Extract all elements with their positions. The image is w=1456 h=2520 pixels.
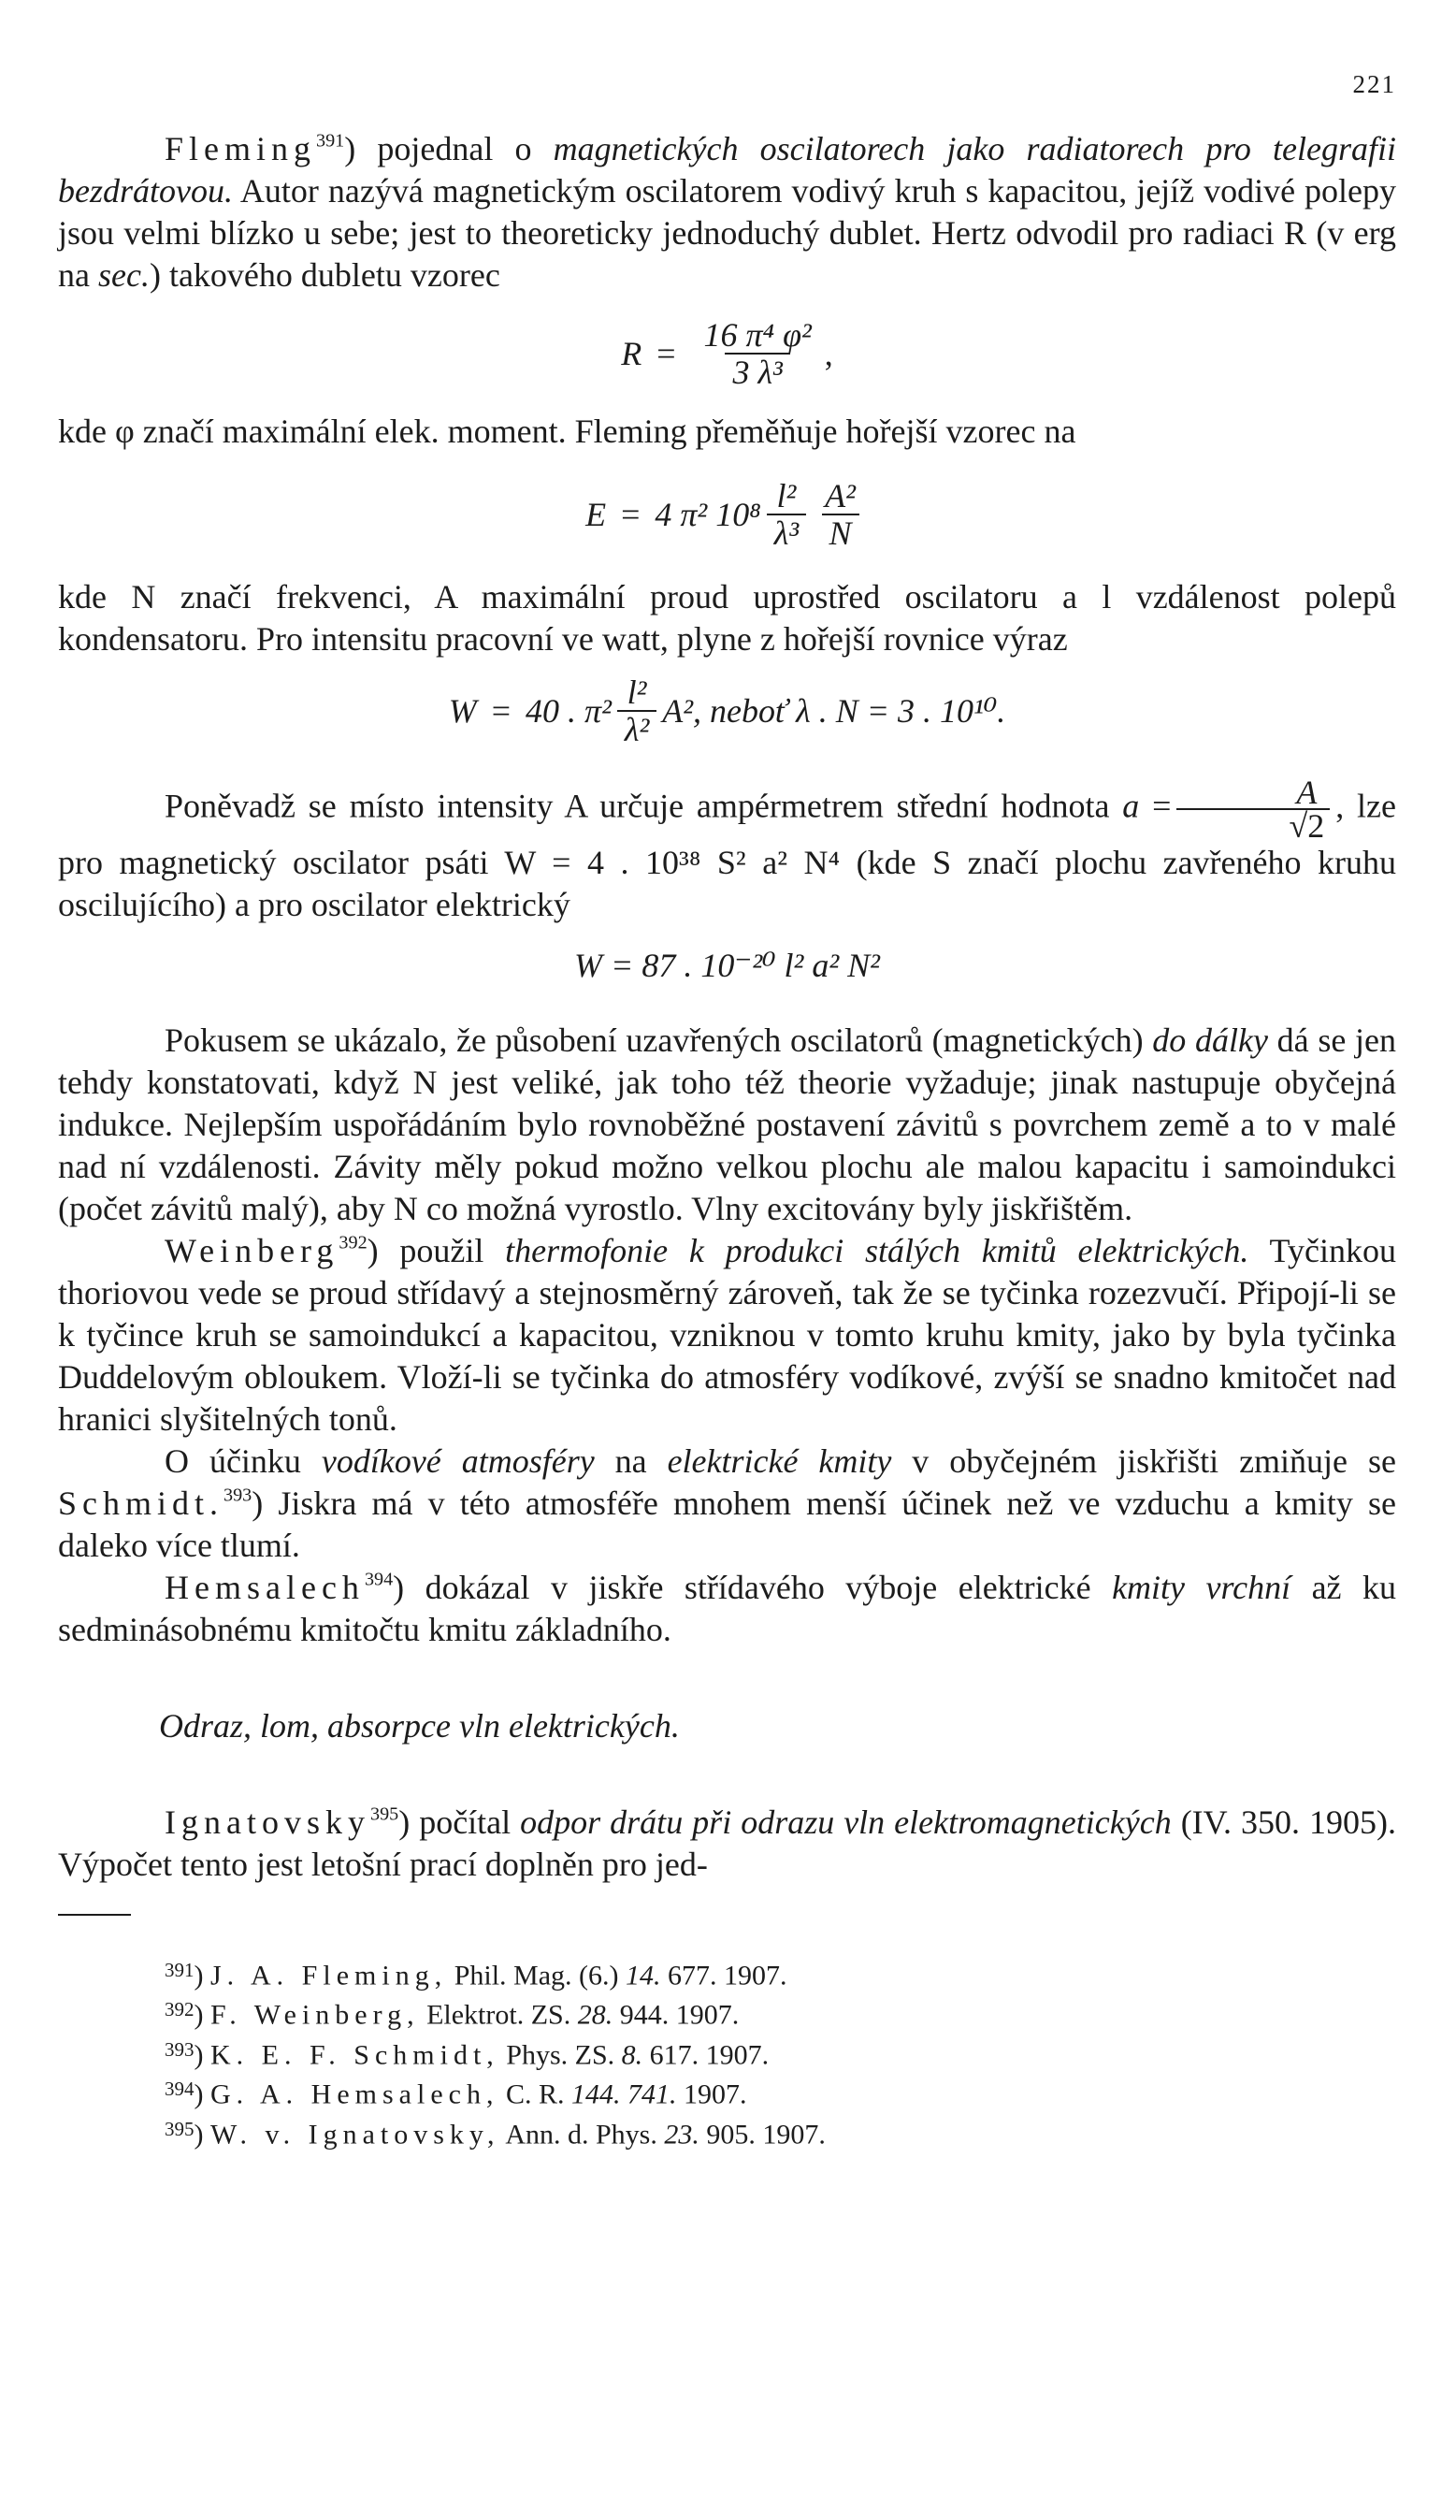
footnote-rule	[58, 1914, 131, 1916]
formula-punct: ,	[824, 334, 833, 372]
text-run: ) takového dubletu vzorec	[149, 256, 500, 294]
formula-lhs: R	[621, 334, 642, 372]
text-run: dá se jen tehdy konstatovati, když N jest veliké, jak toho též theorie vyžaduje; jinak nastupuje obyčejná indukce. Nejlepším uspořádáním bylo rovnoběžné postavení závitů s povrchem země a to v malé nad ní vzdálenosti. Závity měly pokud možno velkou plochu ale malou kapacitu i samoindukci (počet závitů malý), aby N co možná vyrostlo. Vlny excitovány byly jiskřištěm.	[58, 1021, 1396, 1227]
formula-operator: =	[621, 495, 641, 533]
formula-fraction	[817, 478, 863, 551]
fraction-denominator: 3 λ³	[725, 353, 789, 390]
formula-fraction	[767, 478, 806, 551]
footnote-pages: 677. 1907.	[660, 1960, 787, 1991]
footnote-volume: 23.	[664, 2118, 699, 2150]
fraction-numerator: l²	[627, 673, 647, 711]
italic-run: do dálky	[1152, 1021, 1268, 1059]
formula-text: W = 87 . 10⁻²⁰ l² a² N²	[574, 946, 880, 984]
formula-coefficient: 40 . π²	[526, 691, 612, 730]
formula-energy	[58, 458, 1396, 571]
footnote-volume: 144. 741.	[570, 2078, 677, 2110]
footnote-volume: 8.	[621, 2039, 643, 2071]
footnote-source: Ann. d. Phys.	[499, 2118, 665, 2150]
footnote-ref: 394	[364, 1569, 394, 1590]
text-run: , lze pro magnetický oscilator psáti W = 4 . 10³⁸ S² a² N⁴ (kde S značí plochu zavřeného kruhu oscilujícího) a pro oscilator elektrický	[58, 787, 1396, 923]
fraction-denominator: λ²	[617, 710, 656, 747]
fraction-numerator: A	[1296, 774, 1318, 811]
footnote-source: Elektrot. ZS.	[419, 1999, 578, 2031]
footnote-author: G. A. Hemsalech,	[210, 2078, 499, 2110]
paragraph-fleming	[58, 128, 1396, 297]
formula-coefficient: 4 π² 10⁸	[655, 495, 761, 533]
footnote: $^{392}$) F. Weinberg, Elektrot. ZS. 28. 944. 1907.	[165, 1998, 740, 2031]
footnote: $^{391}$) J. A. Fleming, Phil. Mag. (6.) 14. 677. 1907.	[165, 1959, 787, 1991]
paragraph-phi: kde φ značí maximální elek. moment. Fleming přeměňuje hořejší vzorec na	[58, 413, 1076, 450]
italic-run: sec.	[97, 256, 150, 294]
footnote-number: 392	[165, 1998, 195, 2021]
formula-lhs: E	[585, 495, 607, 533]
footnote: $^{395}$) W. v. Ignatovsky, Ann. d. Phys. 23. 905. 1907.	[165, 2117, 826, 2150]
text-run: ) Jiskra má v této atmosféře mnohem menší účinek než ve vzduchu a kmity se daleko více tlumí.	[58, 1484, 1396, 1564]
formula-operator: =	[491, 691, 512, 730]
paragraph-schmidt	[58, 1441, 1396, 1567]
footnote-author: K. E. F. Schmidt,	[210, 2039, 499, 2071]
formula-electric-oscillator	[58, 932, 1396, 999]
fraction-numerator: l²	[776, 477, 797, 514]
footnote-source: C. R.	[498, 2078, 571, 2110]
text-run: ) pojednal o	[344, 130, 554, 167]
formula-operator: =	[656, 334, 676, 372]
fraction-denominator: λ³	[767, 514, 806, 551]
formula-fraction	[697, 317, 819, 390]
formula-fraction	[617, 674, 656, 747]
italic-run: thermofonie k produkci stálých kmitů elektrických.	[505, 1232, 1249, 1269]
paragraph-frequency: kde N značí frekvenci, A maximální proud uprostřed oscilatoru a l vzdálenost polepů kondensatoru. Pro intensitu pracovní ve watt, plyne z hořejší rovnice výraz	[58, 578, 1396, 658]
text-run: Pokusem se ukázalo, že působení uzavřených oscilatorů (magnetických)	[165, 1021, 1153, 1059]
paragraph-amperemeter	[58, 776, 1396, 926]
text-run: (IV. 350. 1905). Výpočet tento jest letošní prací doplněn pro jed-	[58, 1803, 1397, 1883]
footnote-volume: 28.	[577, 1999, 613, 2031]
footnote-source: Phys. ZS.	[498, 2039, 622, 2071]
footnote-ref: 395	[369, 1803, 399, 1825]
text-run: Poněvadž se místo intensity A určuje ampérmetrem střední hodnota	[165, 787, 1123, 825]
footnote-pages: 1907.	[676, 2078, 747, 2110]
footnote-pages: 905. 1907.	[699, 2118, 826, 2150]
text-run: na	[594, 1442, 668, 1480]
footnote-author: W. v. Ignatovsky,	[210, 2118, 500, 2150]
footnote-pages: 617. 1907.	[642, 2039, 770, 2071]
formula-operator: =	[1152, 787, 1172, 825]
author-name: Fleming	[165, 130, 317, 167]
author-name: Hemsalech	[165, 1569, 365, 1606]
footnote-source: Phil. Mag. (6.)	[447, 1960, 627, 1991]
formula-power	[58, 666, 1396, 756]
author-name: Weinberg	[165, 1232, 339, 1269]
fraction-numerator: A²	[825, 477, 856, 514]
footnote-ref: 392	[339, 1232, 368, 1253]
page-number: 221	[1352, 70, 1396, 98]
footnote-author: J. A. Fleming,	[210, 1960, 448, 1991]
text-run: ) dokázal v jiskře střídavého výboje elektrické	[393, 1569, 1113, 1606]
paragraph-ignatovsky	[58, 1802, 1396, 1886]
italic-run: odpor drátu při odrazu vln elektromagnetických	[520, 1803, 1172, 1841]
footnote-number: 393	[165, 2037, 195, 2061]
footnote-author: F. Weinberg,	[210, 1999, 420, 2031]
section-heading: Odraz, lom, absorpce vln elektrických.	[159, 1707, 680, 1745]
formula-var: a	[1122, 787, 1140, 825]
paragraph-hemsalech	[58, 1567, 1396, 1651]
footnote-number: 395	[165, 2117, 195, 2140]
footnote: $^{393}$) K. E. F. Schmidt, Phys. ZS. 8. 617. 1907.	[165, 2037, 770, 2071]
footnote-number: 391	[165, 1959, 195, 1981]
paragraph-weinberg	[58, 1230, 1396, 1441]
footnotes	[165, 1953, 1396, 2151]
text-run: až ku sedminásobnému kmitočtu kmitu základního.	[58, 1569, 1396, 1648]
footnote-pages: 944. 1907.	[613, 1999, 740, 2031]
inline-fraction	[1176, 774, 1330, 845]
text-run: ) použil	[367, 1232, 506, 1269]
footnote-volume: 14.	[626, 1960, 661, 1991]
footnote: $^{394}$) G. A. Hemsalech, C. R. 144. 741. 1907.	[165, 2078, 747, 2110]
fraction-denominator: √2	[1176, 808, 1330, 842]
formula-tail: A², neboť λ . N = 3 . 10¹⁰.	[662, 691, 1006, 730]
italic-run: magnetických oscilatorech jako radiatorech pro telegrafii bezdrátovou.	[58, 130, 1396, 210]
italic-run: kmity vrchní	[1112, 1569, 1291, 1606]
fraction-denominator: N	[822, 514, 859, 551]
text-run: Tyčinkou thoriovou vede se proud střídavý a stejnosměrný zároveň, tak že se tyčinka rozezvučí. Připojí-li se k tyčince kruh se samoindukcí a kapacitou, vzniknou v tomto kruhu kmity, jako by byla tyčinka Duddelovým obloukem. Vloží-li se tyčinka do atmosféry vodíkové, zvýší se snadno kmitočet nad hranici slyšitelných tonů.	[58, 1232, 1396, 1438]
formula-lhs: W	[448, 691, 477, 730]
author-name: Ignatovsky	[165, 1803, 370, 1841]
paragraph-experiment	[58, 1020, 1396, 1230]
author-name: Schmidt.	[58, 1484, 224, 1522]
footnote-number: 394	[165, 2078, 195, 2101]
formula-radiation	[58, 302, 1396, 405]
text-run: O účinku	[165, 1442, 322, 1480]
footnote-ref: 391	[316, 130, 345, 152]
italic-run: elektrické kmity	[667, 1442, 892, 1480]
italic-run: vodíkové atmosféry	[321, 1442, 595, 1480]
footnote-ref: 393	[223, 1484, 252, 1506]
fraction-numerator: 16 π⁴ φ²	[703, 316, 812, 354]
text-run: v obyčejném jiskřišti zmiňuje se	[891, 1442, 1396, 1480]
text-run: ) počítal	[398, 1803, 521, 1841]
text-run: Autor nazývá magnetickým oscilatorem vodivý kruh s kapacitou, jejíž vodivé polepy jsou velmi blízko u sebe; jest to theoreticky jednoduchý dublet. Hertz odvodil pro radiaci R (v erg na	[58, 172, 1396, 294]
